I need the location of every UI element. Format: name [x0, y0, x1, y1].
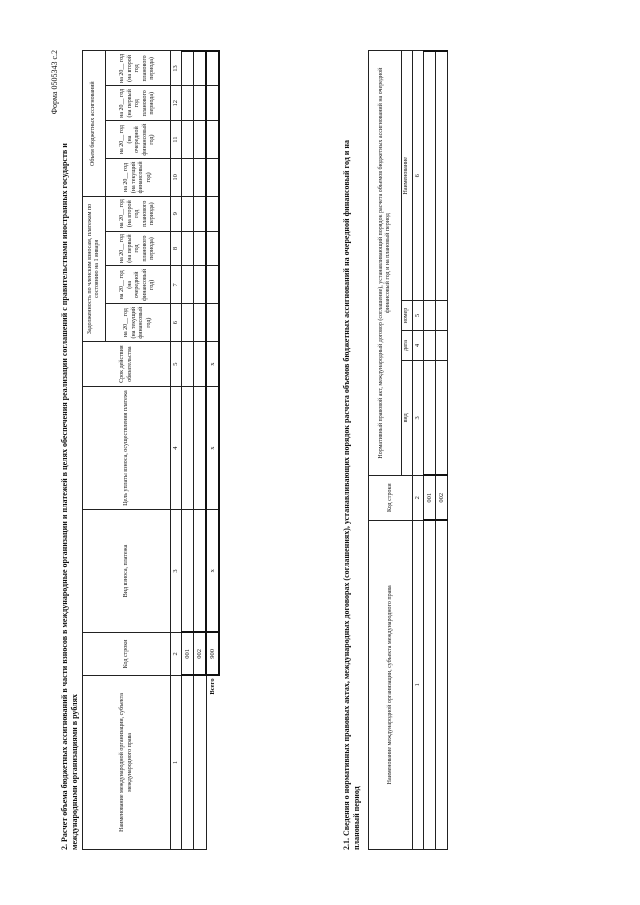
col-num: 6 [171, 304, 182, 342]
vol-y-plan2: на 20__ год (на второй год планового периода) [106, 51, 171, 86]
col-num: 10 [171, 159, 182, 197]
total-x-mark: x [206, 387, 219, 510]
cell[interactable] [182, 266, 194, 304]
cell[interactable] [424, 331, 436, 361]
debt-y-plan2: на 20__ год (на второй год планового периода) [106, 196, 171, 231]
cell[interactable] [206, 231, 219, 266]
col-num: 5 [413, 301, 424, 331]
s21-code-header: Код строки [369, 475, 413, 520]
cell[interactable] [194, 266, 207, 304]
cell[interactable] [206, 196, 219, 231]
col-num: 8 [171, 231, 182, 266]
cell[interactable] [194, 51, 207, 86]
cell[interactable] [194, 121, 207, 159]
form-number: Форма 0505343 с.2 [50, 50, 59, 115]
total-code: 900 [206, 632, 219, 675]
col-num: 7 [171, 266, 182, 304]
cell[interactable] [194, 510, 207, 633]
cell[interactable] [182, 51, 194, 86]
cell-code: 002 [436, 475, 448, 520]
cell[interactable] [194, 231, 207, 266]
col-num: 1 [413, 520, 424, 849]
cell[interactable] [436, 301, 448, 331]
cell[interactable] [194, 387, 207, 510]
cell[interactable] [424, 301, 436, 331]
section2-table [82, 50, 220, 850]
debt-y-plan1: на 20__ год (на первый год планового периода) [106, 231, 171, 266]
col-purpose-header: Цель уплаты взноса, осуществления платежа [83, 387, 171, 510]
debt-y-next: на 20__ год (на очередной финансовый год) [106, 266, 171, 304]
total-row [206, 51, 219, 850]
cell-code: 001 [424, 475, 436, 520]
col-term-header: Срок действия обязательства [83, 342, 171, 387]
s21-vid-header: вид [402, 360, 413, 475]
section2-title-line2: международными организациями в рублях [70, 694, 79, 850]
cell-name[interactable] [436, 520, 448, 849]
debt-y-cur: на 20__ год (на текущий финансовый год) [106, 304, 171, 342]
cell[interactable] [194, 159, 207, 197]
s21-number-header: номер [402, 301, 413, 331]
col-num: 2 [413, 475, 424, 520]
total-x-mark: x [206, 342, 219, 387]
vol-y-cur: на 20__ год (на текущий финансовый год) [106, 159, 171, 197]
vol-y-next: на 20__ год (на очередной финансовый год) [106, 121, 171, 159]
debt-group-header: Задолженность по членским взносам, платежам по состоянию на 1 января [83, 196, 106, 341]
col-num: 3 [171, 510, 182, 633]
cell[interactable] [424, 360, 436, 475]
section21-title [342, 140, 362, 850]
section21-title-line2: плановый период [352, 786, 361, 850]
cell[interactable] [206, 121, 219, 159]
rotated-form [50, 50, 610, 850]
cell[interactable] [194, 342, 207, 387]
cell[interactable] [182, 387, 194, 510]
cell[interactable] [206, 86, 219, 121]
cell[interactable] [206, 304, 219, 342]
col-num: 1 [171, 675, 182, 849]
cell[interactable] [182, 342, 194, 387]
col-num: 3 [413, 360, 424, 475]
col-name-header: Наименование международной организации, субъекта международного права [83, 675, 171, 849]
col-num: 13 [171, 51, 182, 86]
col-num: 9 [171, 196, 182, 231]
section21-title-line1: 2.1. Сведения о нормативных правовых актах, международных договорах (соглашениях), устанавливающих порядок расчета объемов бюджетных ассигнований на очередной финансовый год и на [342, 140, 351, 850]
col-num: 11 [171, 121, 182, 159]
col-num: 2 [171, 632, 182, 675]
cell[interactable] [206, 159, 219, 197]
s21-column-numbers-row [413, 51, 424, 850]
col-num: 5 [171, 342, 182, 387]
cell-name[interactable] [182, 675, 194, 849]
cell[interactable] [424, 51, 436, 301]
section2-title [60, 143, 80, 850]
cell[interactable] [194, 304, 207, 342]
total-label: Всего [209, 678, 216, 695]
s21-name-header: Наименование международной организации, субъекта международного права [369, 520, 413, 849]
cell[interactable] [182, 121, 194, 159]
col-code-header: Код строки [83, 632, 171, 675]
cell[interactable] [206, 51, 219, 86]
table-row [424, 51, 436, 850]
cell[interactable] [194, 196, 207, 231]
total-x-mark: x [206, 510, 219, 633]
column-numbers-row [171, 51, 182, 850]
cell-code: 001 [182, 632, 194, 675]
section2-title-line1: 2. Расчет объема бюджетных ассигнований в части взносов в международные организации и платежей в целях обеспечения реализации соглашений с правительствами иностранных государств и [60, 143, 69, 850]
s21-title-header: Наименование [402, 51, 413, 301]
cell[interactable] [194, 86, 207, 121]
col-num: 12 [171, 86, 182, 121]
col-num: 4 [171, 387, 182, 510]
table-row [194, 51, 207, 850]
s21-date-header: дата [402, 331, 413, 361]
cell-name[interactable] [194, 675, 207, 849]
cell[interactable] [182, 159, 194, 197]
cell[interactable] [206, 266, 219, 304]
cell-code: 002 [194, 632, 207, 675]
vol-y-plan1: на 20__ год (на первый год планового периода) [106, 86, 171, 121]
cell[interactable] [182, 86, 194, 121]
s21-npa-header: Нормативный правовой акт, международный договор (соглашение), устанавливающий порядок расчета объемов бюджетных ассигнований на очередной финансовый год и на плановый период [369, 51, 402, 475]
cell[interactable] [182, 510, 194, 633]
cell[interactable] [436, 360, 448, 475]
cell-name[interactable] [424, 520, 436, 849]
col-num: 6 [413, 51, 424, 301]
section21-table [368, 50, 448, 850]
table-row [182, 51, 194, 850]
cell[interactable] [436, 331, 448, 361]
table-row [436, 51, 448, 850]
cell[interactable] [182, 231, 194, 266]
col-kind-header: Вид взноса, платежа [83, 510, 171, 633]
cell[interactable] [182, 196, 194, 231]
col-num: 4 [413, 331, 424, 361]
volume-group-header: Объем бюджетных ассигнований [83, 51, 106, 196]
cell[interactable] [182, 304, 194, 342]
cell[interactable] [436, 51, 448, 301]
